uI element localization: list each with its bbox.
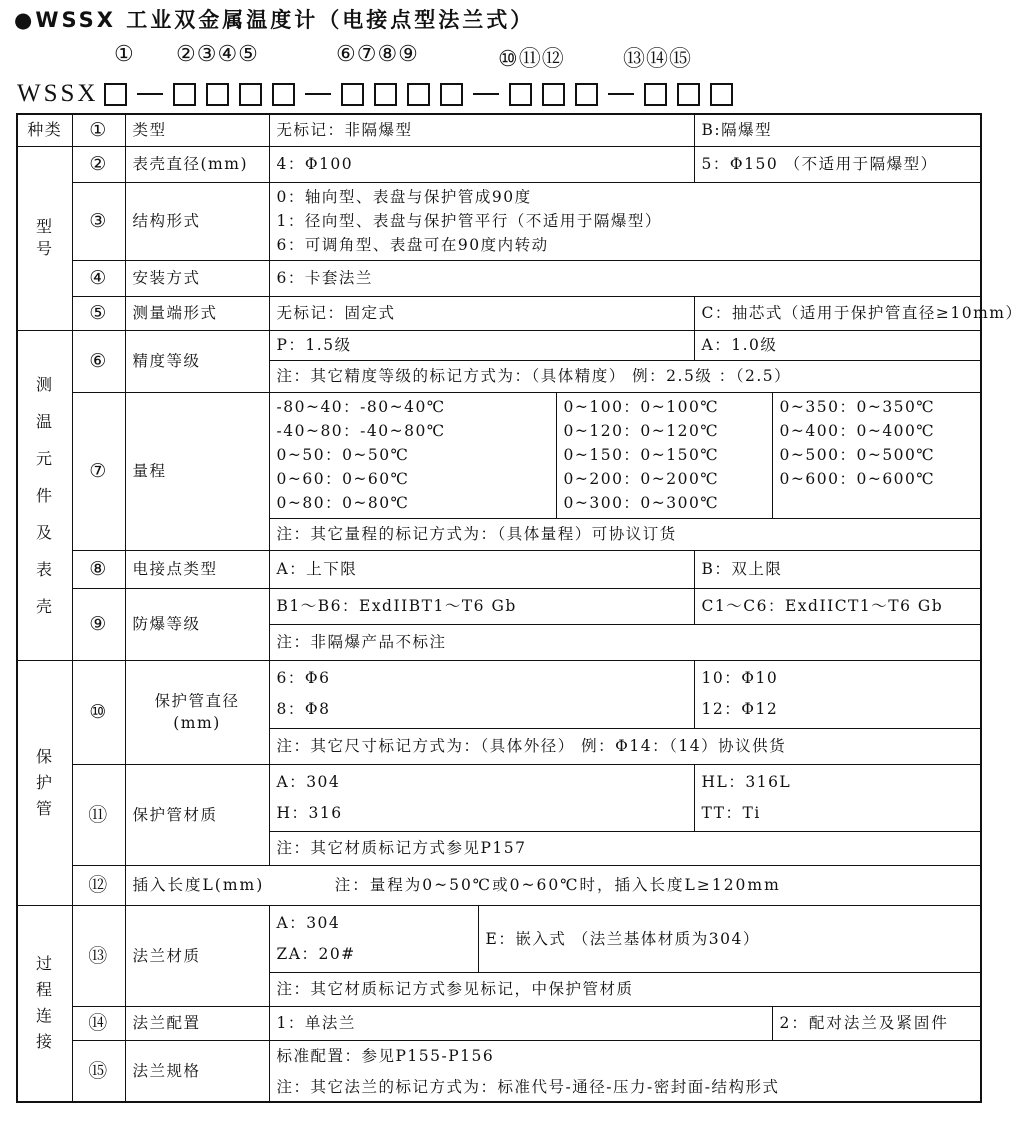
row-label-line: (mm) — [173, 714, 221, 732]
code-box — [239, 83, 262, 106]
table-row — [17, 1006, 981, 1040]
option-a: 无标记：固定式 — [269, 296, 694, 330]
model-code-template — [17, 78, 743, 110]
table-row — [17, 392, 981, 518]
code-dash — [305, 93, 331, 95]
range-option: 0~600：0~600℃ — [779, 469, 936, 488]
code-box — [206, 83, 229, 106]
category-char: 管 — [36, 798, 54, 818]
option-a: 1：单法兰 — [269, 1006, 772, 1040]
range-option: 0~300：0~300℃ — [563, 493, 720, 512]
row-label — [125, 660, 269, 764]
option-line: ZA：20# — [276, 944, 356, 963]
table-row — [17, 588, 981, 624]
note: 注：其它法兰的标记方式为：标准代号-通径-压力-密封面-结构形式 — [269, 1072, 981, 1102]
code-box — [440, 83, 463, 106]
table-row — [17, 296, 981, 330]
option-b: C：抽芯式（适用于保护管直径≥10mm） — [694, 296, 981, 330]
note: 注：其它材质标记方式参见标记，中保护管材质 — [269, 972, 981, 1006]
row-label: 量程 — [125, 392, 269, 550]
row-number: ② — [72, 146, 125, 182]
row-number: ① — [72, 114, 125, 146]
option-line: 8：Φ8 — [276, 700, 331, 718]
option-line: 12：Φ12 — [701, 700, 779, 718]
range-option: 0~120：0~120℃ — [563, 421, 720, 440]
row-label: 法兰配置 — [125, 1006, 269, 1040]
row-number: ⑦ — [72, 392, 125, 550]
range-option: 0~400：0~400℃ — [779, 421, 936, 440]
option-a: P：1.5级 — [269, 330, 694, 360]
option-line: 6：可调角型、表盘可在90度内转动 — [276, 236, 549, 254]
row-label: 结构形式 — [125, 182, 269, 260]
option-a: B1～B6：ExdIIBT1～T6 Gb — [269, 588, 694, 624]
category-char: 过 — [36, 954, 54, 974]
code-box — [509, 83, 532, 106]
category-char: 保 — [36, 746, 54, 766]
range-column-2 — [556, 392, 772, 518]
category-char: 元 — [36, 448, 54, 468]
row-number: ⑥ — [72, 330, 125, 392]
row-number: ④ — [72, 260, 125, 296]
model-code-prefix: WSSX — [17, 80, 99, 107]
option-line: TT：Ti — [701, 803, 761, 822]
table-row — [17, 764, 981, 831]
option-line: HL：316L — [701, 772, 792, 791]
range-option: 0~500：0~500℃ — [779, 445, 936, 464]
code-box — [374, 83, 397, 106]
category-char: 程 — [36, 980, 54, 1000]
category-char: 温 — [36, 411, 54, 431]
table-row — [17, 114, 981, 146]
category-label — [36, 744, 54, 822]
note: 注：其它材质标记方式参见P157 — [269, 831, 981, 865]
range-option: 0~50：0~50℃ — [276, 445, 410, 464]
code-position-10-12: ⑩⑪⑫ — [498, 47, 565, 72]
row-label: 保护管材质 — [125, 764, 269, 865]
code-box — [575, 83, 598, 106]
table-row — [17, 865, 981, 905]
option-b: 5：Φ150 （不适用于隔爆型） — [694, 146, 981, 182]
row-number: ⑭ — [72, 1006, 125, 1040]
option-a: 6：卡套法兰 — [269, 260, 981, 296]
row-number: ⑤ — [72, 296, 125, 330]
table-row — [17, 905, 981, 972]
code-box — [710, 83, 733, 106]
option-line: 6：Φ6 — [276, 669, 331, 687]
category-char: 护 — [36, 772, 54, 792]
row-label: 电接点类型 — [125, 550, 269, 588]
table-row — [17, 1040, 981, 1072]
category-char: 号 — [35, 239, 54, 258]
code-position-13-15: ⑬⑭⑮ — [623, 47, 693, 72]
table-row — [17, 330, 981, 360]
row-number: ③ — [72, 182, 125, 260]
row-label: 类型 — [125, 114, 269, 146]
category-model — [17, 146, 72, 330]
row-label: 法兰材质 — [125, 905, 269, 1006]
row-number: ⑩ — [72, 660, 125, 764]
row-label: 精度等级 — [125, 330, 269, 392]
option-a: 4：Φ100 — [269, 146, 694, 182]
category-protect — [17, 660, 72, 905]
row-label: 测量端形式 — [125, 296, 269, 330]
option-line: H：316 — [276, 803, 343, 822]
option-b: B：双上限 — [694, 550, 981, 588]
table-row — [17, 260, 981, 296]
option-b — [694, 764, 981, 831]
option-a — [269, 660, 694, 728]
row-label: 安装方式 — [125, 260, 269, 296]
code-box — [104, 83, 127, 106]
row-label: 法兰规格 — [125, 1040, 269, 1102]
note: 注：其它尺寸标记方式为：（具体外径） 例：Φ14：（14）协议供货 — [269, 728, 981, 764]
range-option: 0~100：0~100℃ — [563, 397, 720, 416]
note: 注：非隔爆产品不标注 — [269, 624, 981, 660]
code-box — [542, 83, 565, 106]
code-dash — [608, 93, 634, 95]
note: 注：其它量程的标记方式为：（具体量程）可协议订货 — [269, 518, 981, 550]
category-char: 接 — [36, 1032, 54, 1052]
category-char: 壳 — [36, 596, 54, 616]
table-row — [17, 550, 981, 588]
option-a — [269, 764, 694, 831]
table-row — [17, 182, 981, 260]
insertion-length-row — [125, 865, 981, 905]
code-position-1: ① — [114, 42, 135, 67]
category-char: 测 — [36, 374, 54, 394]
code-dash — [473, 93, 499, 95]
row-number: ⑬ — [72, 905, 125, 1006]
row-number: ⑮ — [72, 1040, 125, 1102]
row-number: ⑨ — [72, 588, 125, 660]
category-label — [36, 951, 54, 1055]
range-option: 0~350：0~350℃ — [779, 397, 936, 416]
table-row — [17, 146, 981, 182]
category-char: 型 — [35, 217, 54, 236]
page-title: ●WSSX 工业双金属温度计（电接点型法兰式） — [14, 8, 535, 32]
range-option: 0~60：0~60℃ — [276, 469, 410, 488]
code-box — [644, 83, 667, 106]
option-a: 无标记：非隔爆型 — [269, 114, 694, 146]
range-column-1 — [269, 392, 556, 518]
code-box — [677, 83, 700, 106]
category-label — [36, 366, 54, 625]
option-b: A：1.0级 — [694, 330, 981, 360]
code-position-2-5: ②③④⑤ — [176, 42, 259, 67]
category-char: 及 — [36, 522, 54, 542]
option-a: A：上下限 — [269, 550, 694, 588]
option-line: A：304 — [276, 913, 341, 932]
option-b: 2：配对法兰及紧固件 — [772, 1006, 981, 1040]
spec-table — [16, 113, 1023, 1103]
category-sensor — [17, 330, 72, 660]
row-number: ⑫ — [72, 865, 125, 905]
option-a — [269, 905, 478, 972]
option-b: C1～C6：ExdIICT1～T6 Gb — [694, 588, 981, 624]
range-option: -40~80：-40~80℃ — [276, 421, 446, 440]
category-char: 表 — [36, 559, 54, 579]
note: 注：其它精度等级的标记方式为：（具体精度） 例：2.5级 ：（2.5） — [269, 360, 981, 392]
range-column-3 — [772, 392, 981, 518]
code-dash — [137, 93, 163, 95]
category-process — [17, 905, 72, 1102]
code-position-6-9: ⑥⑦⑧⑨ — [336, 42, 419, 67]
option-b: B:隔爆型 — [694, 114, 981, 146]
range-option: -80~40：-80~40℃ — [276, 397, 446, 416]
option-line: A：304 — [276, 772, 341, 791]
row-number: ⑪ — [72, 764, 125, 865]
option-line: 10：Φ10 — [701, 669, 779, 687]
category-char: 件 — [36, 485, 54, 505]
note: 注：量程为0~50℃或0~60℃时，插入长度L≥120mm — [334, 876, 781, 894]
category-kind: 种类 — [17, 114, 72, 146]
row-label: 表壳直径(mm) — [125, 146, 269, 182]
code-box — [407, 83, 430, 106]
option-b — [694, 660, 981, 728]
code-box — [173, 83, 196, 106]
option-a: 标准配置：参见P155-P156 — [269, 1040, 981, 1072]
range-option: 0~80：0~80℃ — [276, 493, 410, 512]
option-b: E：嵌入式 （法兰基体材质为304） — [478, 905, 981, 972]
range-option: 0~200：0~200℃ — [563, 469, 720, 488]
category-char: 连 — [36, 1006, 54, 1026]
option-line: 1：径向型、表盘与保护管平行（不适用于隔爆型） — [276, 212, 662, 230]
range-option: 0~150：0~150℃ — [563, 445, 720, 464]
table-row — [17, 660, 981, 728]
row-label: 防爆等级 — [125, 588, 269, 660]
code-box — [272, 83, 295, 106]
option-line: 0：轴向型、表盘与保护管成90度 — [276, 188, 532, 206]
row-number: ⑧ — [72, 550, 125, 588]
code-box — [341, 83, 364, 106]
structure-options — [269, 182, 981, 260]
row-label: 插入长度L(mm) — [132, 876, 265, 894]
row-label-line: 保护管直径 — [154, 692, 240, 710]
